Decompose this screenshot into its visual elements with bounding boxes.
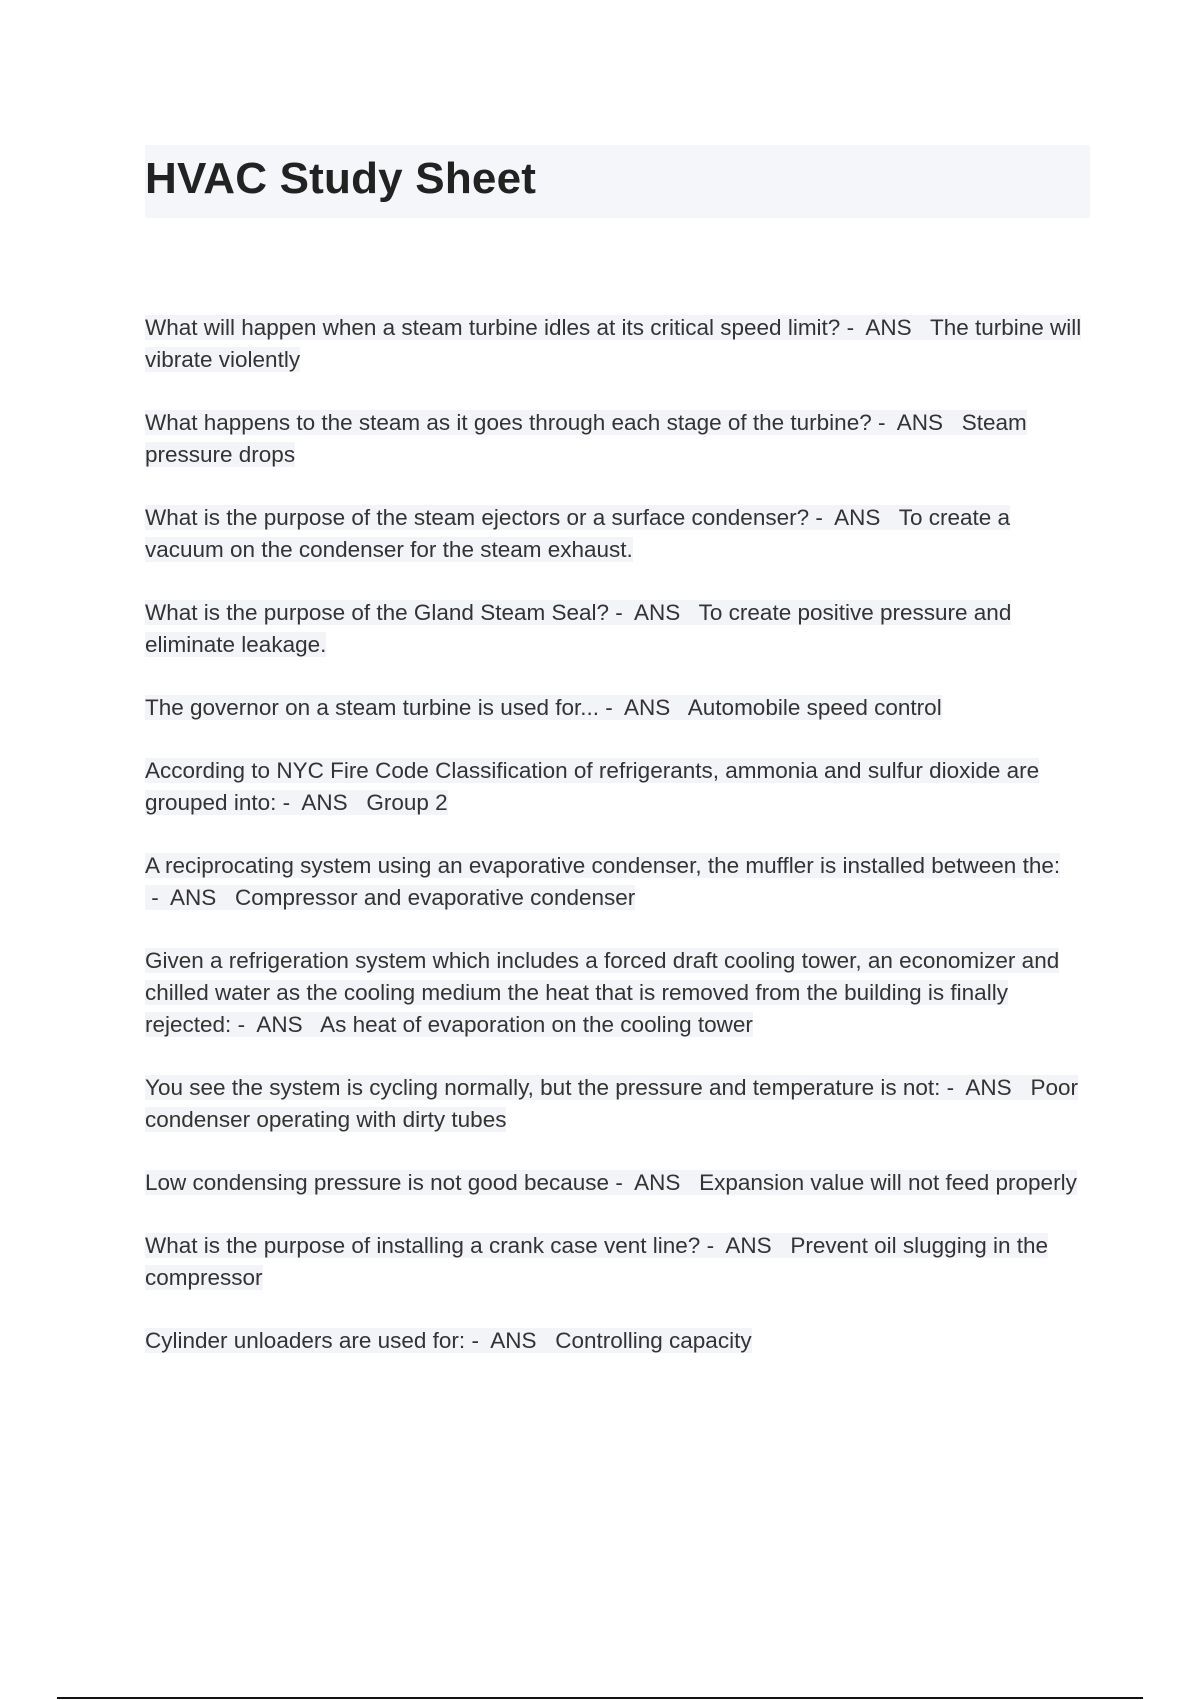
answer-text: Steam pressure drops — [145, 410, 1027, 467]
answer-separator: - ANS — [809, 505, 899, 530]
question-text: Given a refrigeration system which includes a forced draft cooling tower, an economizer and chilled water as the cooling medium the heat that is removed from the building is finally rejected: — [145, 948, 1060, 1037]
question-text: What happens to the steam as it goes through each stage of the turbine? — [145, 410, 872, 435]
answer-separator: - ANS — [599, 695, 688, 720]
question-text: According to NYC Fire Code Classification of refrigerants, ammonia and sulfur dioxide are grouped into: — [145, 758, 1040, 815]
answer-text: Automobile speed control — [687, 695, 942, 720]
qa-item — [145, 755, 1090, 819]
answer-separator: - ANS — [700, 1233, 791, 1258]
question-text: The governor on a steam turbine is used for... — [145, 695, 599, 720]
qa-item — [145, 1167, 1090, 1199]
question-text: What is the purpose of installing a crank case vent line? — [145, 1233, 701, 1258]
answer-text: Prevent oil slugging in the compressor — [145, 1233, 1049, 1290]
title-block — [145, 145, 1090, 218]
qa-item — [145, 945, 1090, 1041]
question-text: What is the purpose of the Gland Steam Seal? — [145, 600, 610, 625]
qa-item — [145, 692, 1090, 724]
answer-text: Controlling capacity — [555, 1328, 752, 1353]
answer-text: To create a vacuum on the condenser for the steam exhaust. — [145, 505, 1011, 562]
question-text: Low condensing pressure is not good because — [145, 1170, 610, 1195]
answer-text: The turbine will vibrate violently — [145, 315, 1082, 372]
qa-item — [145, 407, 1090, 471]
answer-text: As heat of evaporation on the cooling tower — [320, 1012, 753, 1037]
qa-item — [145, 1072, 1090, 1136]
footer-divider — [57, 1697, 1143, 1699]
qa-item — [145, 597, 1090, 661]
answer-separator: - ANS — [145, 885, 236, 910]
answer-separator: - ANS — [231, 1012, 321, 1037]
answer-text: Poor condenser operating with dirty tubes — [145, 1075, 1078, 1132]
answer-text: Compressor and evaporative condenser — [235, 885, 636, 910]
answer-separator: - ANS — [465, 1328, 556, 1353]
answer-text: To create positive pressure and eliminate leakage. — [145, 600, 1012, 657]
qa-item — [145, 312, 1090, 376]
qa-item — [145, 1325, 1090, 1357]
answer-separator: - ANS — [871, 410, 962, 435]
answer-separator: - ANS — [609, 1170, 700, 1195]
question-text: What is the purpose of the steam ejectors or a surface condenser? — [145, 505, 810, 530]
answer-separator: - ANS — [840, 315, 930, 340]
answer-text: Group 2 — [366, 790, 448, 815]
qa-item — [145, 850, 1090, 914]
question-text: You see the system is cycling normally, but the pressure and temperature is not: — [145, 1075, 941, 1100]
answer-separator: - ANS — [609, 600, 699, 625]
question-text: Cylinder unloaders are used for: — [145, 1328, 466, 1353]
question-text: A reciprocating system using an evaporative condenser, the muffler is installed between the: — [145, 853, 1061, 878]
question-text: What will happen when a steam turbine idles at its critical speed limit? — [145, 315, 841, 340]
answer-text: Expansion value will not feed properly — [699, 1170, 1077, 1195]
page-title: HVAC Study Sheet — [145, 154, 537, 203]
answer-separator: - ANS — [276, 790, 367, 815]
qa-item — [145, 1230, 1090, 1294]
qa-list — [145, 312, 1090, 1388]
qa-item — [145, 502, 1090, 566]
answer-separator: - ANS — [940, 1075, 1031, 1100]
